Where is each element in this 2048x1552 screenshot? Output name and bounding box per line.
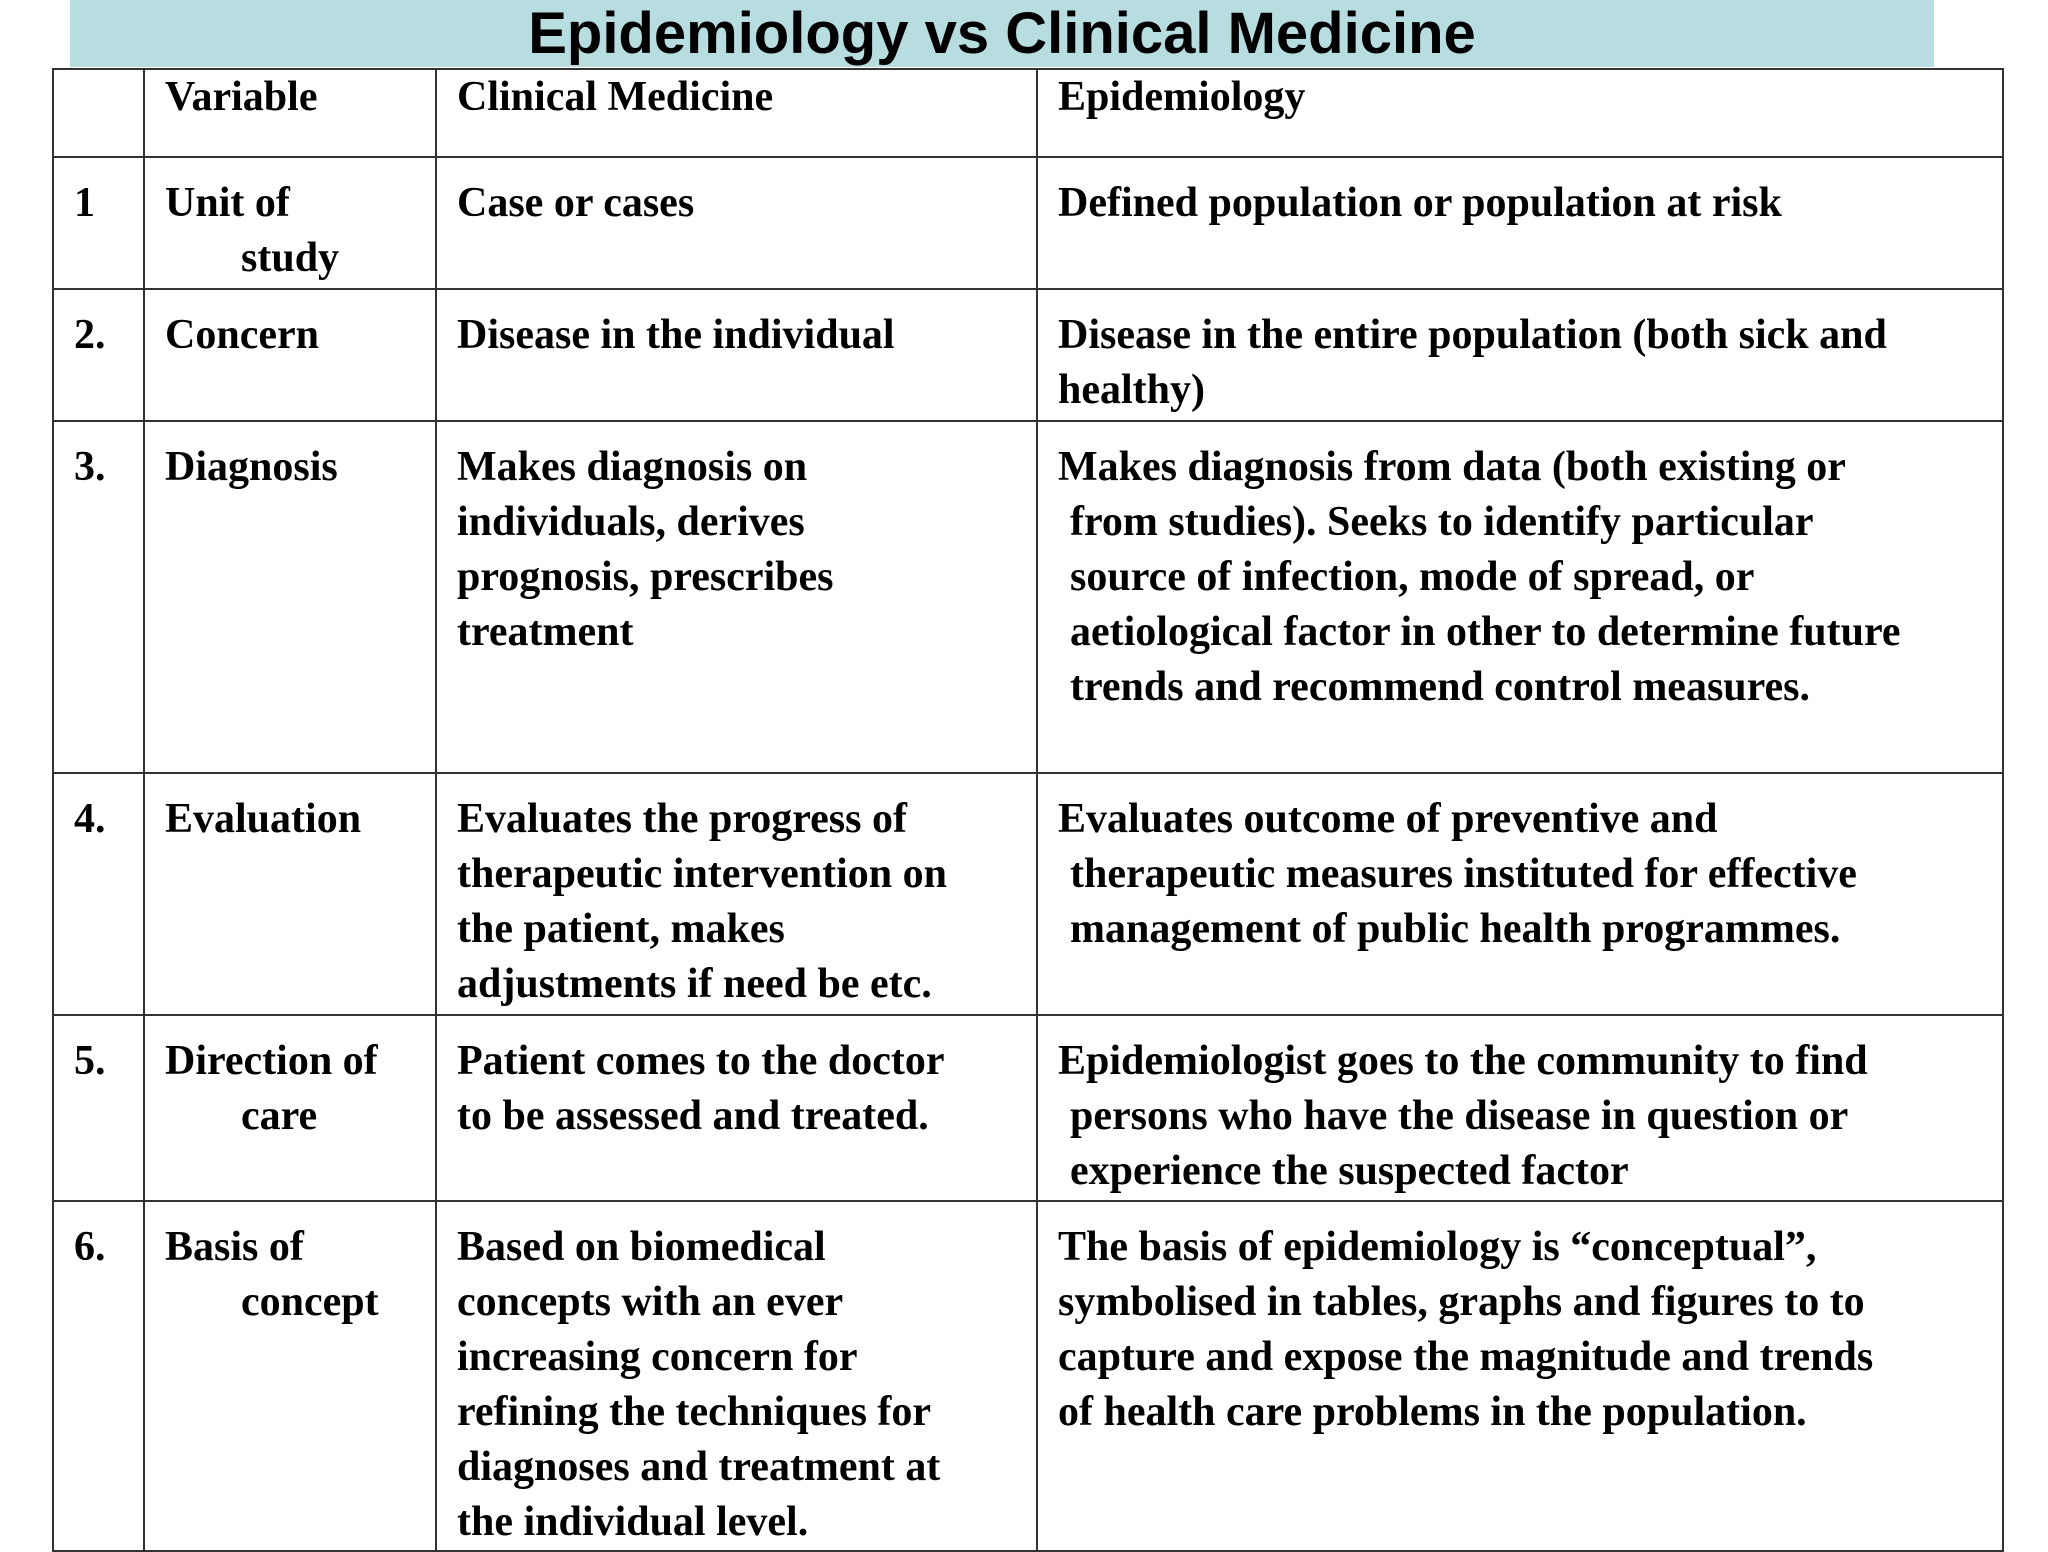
header-epidemiology-label: Epidemiology <box>1058 74 1306 120</box>
cell-line: concepts with an ever <box>457 1279 844 1325</box>
cell-line: management of public health programmes. <box>1070 906 1841 952</box>
cell-line: Case or cases <box>457 180 695 226</box>
variable-cell <box>144 289 436 421</box>
header-clinical-label: Clinical Medicine <box>457 74 774 120</box>
cell-line: Makes diagnosis on <box>457 444 808 490</box>
variable-cell <box>144 421 436 773</box>
cell-line: diagnoses and treatment at <box>457 1444 941 1490</box>
clinical-cell <box>436 289 1037 421</box>
table-row <box>53 421 2003 773</box>
cell-line: Epidemiologist goes to the community to find <box>1058 1038 1868 1084</box>
cell-line: symbolised in tables, graphs and figures to to <box>1058 1279 1865 1325</box>
cell-line: Disease in the individual <box>457 312 895 358</box>
cell-line: capture and expose the magnitude and trends <box>1058 1334 1874 1380</box>
header-number <box>53 69 144 157</box>
header-variable-label: Variable <box>165 74 318 120</box>
cell-line: Direction of <box>165 1038 378 1084</box>
cell-line: experience the suspected factor <box>1070 1148 1629 1194</box>
cell-line: trends and recommend control measures. <box>1070 664 1811 710</box>
row-number: 2. <box>53 289 144 421</box>
cell-line: therapeutic measures instituted for effective <box>1070 851 1857 897</box>
cell-line: therapeutic intervention on <box>457 851 947 897</box>
clinical-cell <box>436 421 1037 773</box>
variable-cell <box>144 1201 436 1551</box>
cell-line: of health care problems in the population. <box>1058 1389 1807 1435</box>
title-bar <box>70 0 1934 67</box>
row-number: 4. <box>53 773 144 1015</box>
cell-line: increasing concern for <box>457 1334 858 1380</box>
table-row <box>53 773 2003 1015</box>
table-row <box>53 1201 2003 1551</box>
variable-cell <box>144 157 436 289</box>
cell-line: Evaluates the progress of <box>457 796 907 842</box>
row-number: 3. <box>53 421 144 773</box>
row-number: 1 <box>53 157 144 289</box>
cell-line: The basis of epidemiology is “conceptual”, <box>1058 1224 1817 1270</box>
cell-line: Evaluation <box>165 796 362 842</box>
epidemiology-cell <box>1037 421 2003 773</box>
header-row <box>53 69 2003 157</box>
variable-cell <box>144 773 436 1015</box>
cell-line: Patient comes to the doctor <box>457 1038 945 1084</box>
cell-line: care <box>241 1093 318 1139</box>
epidemiology-cell <box>1037 1201 2003 1551</box>
header-epidemiology <box>1037 69 2003 157</box>
table-row <box>53 1015 2003 1201</box>
cell-line: study <box>241 235 340 281</box>
cell-line: adjustments if need be etc. <box>457 961 932 1007</box>
cell-line: source of infection, mode of spread, or <box>1070 554 1755 600</box>
clinical-cell <box>436 157 1037 289</box>
cell-line: Defined population or population at risk <box>1058 180 1782 226</box>
cell-line: aetiological factor in other to determine future <box>1070 609 1901 655</box>
cell-line: Evaluates outcome of preventive and <box>1058 796 1718 842</box>
cell-line: Basis of <box>165 1224 304 1270</box>
slide-title: Epidemiology vs Clinical Medicine <box>528 1 1476 66</box>
epidemiology-cell <box>1037 773 2003 1015</box>
table-row <box>53 157 2003 289</box>
cell-line: to be assessed and treated. <box>457 1093 929 1139</box>
clinical-cell <box>436 1015 1037 1201</box>
cell-line: treatment <box>457 609 634 655</box>
cell-line: from studies). Seeks to identify particular <box>1070 499 1814 545</box>
row-number: 5. <box>53 1015 144 1201</box>
cell-line: Concern <box>165 312 319 358</box>
cell-line: the patient, makes <box>457 906 785 952</box>
epidemiology-cell <box>1037 1015 2003 1201</box>
row-number: 6. <box>53 1201 144 1551</box>
cell-line: the individual level. <box>457 1499 809 1545</box>
header-clinical <box>436 69 1037 157</box>
cell-line: Disease in the entire population (both sick and <box>1058 312 1887 358</box>
cell-line: prognosis, prescribes <box>457 554 834 600</box>
clinical-cell <box>436 1201 1037 1551</box>
variable-cell <box>144 1015 436 1201</box>
cell-line: concept <box>241 1279 379 1325</box>
table-row <box>53 289 2003 421</box>
cell-line: healthy) <box>1058 367 1205 413</box>
epidemiology-cell <box>1037 289 2003 421</box>
clinical-cell <box>436 773 1037 1015</box>
cell-line: refining the techniques for <box>457 1389 932 1435</box>
header-variable <box>144 69 436 157</box>
epidemiology-cell <box>1037 157 2003 289</box>
cell-line: persons who have the disease in question or <box>1070 1093 1849 1139</box>
cell-line: Based on biomedical <box>457 1224 826 1270</box>
cell-line: Diagnosis <box>165 444 338 490</box>
cell-line: individuals, derives <box>457 499 805 545</box>
cell-line: Unit of <box>165 180 290 226</box>
comparison-table <box>52 68 2004 1552</box>
cell-line: Makes diagnosis from data (both existing or <box>1058 444 1846 490</box>
